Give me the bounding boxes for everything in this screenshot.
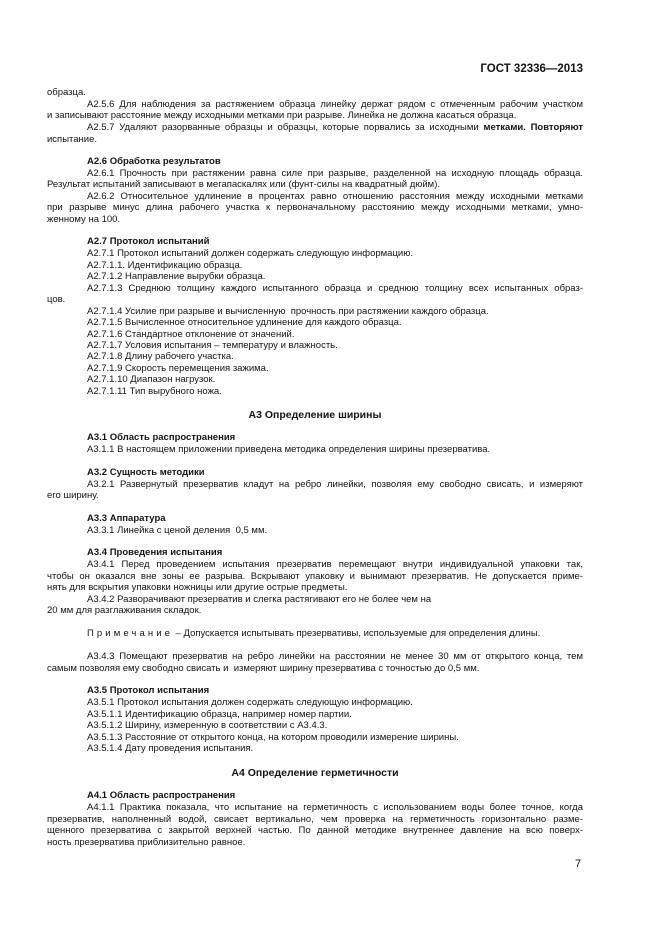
clause-a2-5-6-line: А2.5.6 Для наблюдения за растяжением образца линейку держат рядом с отмеченным рабочим участком xyxy=(87,99,583,110)
protocol-item: А3.5.1.3 Расстояние от открытого конца, на котором проводили измерение ширины. xyxy=(87,732,459,743)
clause-a2-6-2-line: А2.6.2 Относительное удлинение в процентах равно отношению расстояния между исходными метками xyxy=(87,191,583,202)
clause-a3-4-3-line: самым позволяя ему свободно свисать и измеряют ширину презерватива с точностью до 0,5 мм. xyxy=(47,663,480,674)
protocol-item: А2.7.1.6 Стандартное отклонение от значений. xyxy=(87,329,295,340)
clause-a2-6-2-line: женному на 100. xyxy=(47,214,121,225)
clause-a4-1-1-line: презерватив, наполненный водой, свисает вертикально, чем проверка на герметичность горизонтально разме- xyxy=(47,814,583,825)
note-text: – Допускается испытывать презервативы, используемые для определения длины. xyxy=(173,628,541,639)
protocol-item: А3.5.1 Протокол испытания должен содержать следующую информацию. xyxy=(87,697,413,708)
clause-a2-5-7-line: испытание. xyxy=(47,134,98,145)
protocol-item: А2.7.1.9 Скорость перемещения зажима. xyxy=(87,363,269,374)
clause-a2-5-7-line xyxy=(87,122,583,133)
section-heading-a2-6: А2.6 Обработка результатов xyxy=(87,156,221,167)
clause-a3-4-3-line: А3.4.3 Помещают презерватив на ребро линейки на расстоянии не менее 30 мм от открытого конца, тем xyxy=(87,651,583,662)
protocol-item: А2.7.1.10 Диапазон нагрузок. xyxy=(87,374,216,385)
carry-over-line: образца. xyxy=(47,87,86,98)
clause-a4-1-1-line: щенного презерватива с закрытой верхней частью. По данной методике внутреннее давление на всю поверх- xyxy=(47,825,583,836)
protocol-item: А3.5.1.1 Идентификацию образца, например номер партии. xyxy=(87,709,352,720)
protocol-item: А2.7.1.7 Условия испытания – температуру и влажность. xyxy=(87,340,338,351)
clause-a3-4-2-line: А3.4.2 Разворачивают презерватив и слегка растягивают его не более чем на xyxy=(87,594,432,605)
clause-a3-4-1-line: чтобы он оказался вне зоны ее разрыва. Вскрывают упаковку и вынимают презерватив. Не допускается приме- xyxy=(47,571,583,582)
clause-a4-1-1-line: ность презерватива приблизительно равное. xyxy=(47,837,246,848)
protocol-item: А2.7.1.11 Тип вырубного ножа. xyxy=(87,386,222,397)
clause-a2-5-7-text: А2.5.7 Удаляют разорванные образцы и образцы, которые порвались за исходными xyxy=(87,122,484,133)
clause-a2-5-7-bold-text: метками. Повторяют xyxy=(483,122,584,133)
section-heading-a3-2: А3.2 Сущность методики xyxy=(87,467,205,478)
clause-a3-2-1-line: А3.2.1 Развернутый презерватив кладут на ребро линейки, позволяя ему свободно свисать, и измеряют xyxy=(87,479,583,490)
section-heading-a3-1: А3.1 Область распространения xyxy=(87,432,236,443)
clause-a2-6-1-line: А2.6.1 Прочность при растяжении равна силе при разрыве, разделенной на исходную площадь образца. xyxy=(87,168,583,179)
section-heading-a3-5: А3.5 Протокол испытания xyxy=(87,685,210,696)
protocol-item-continuation: цов. xyxy=(47,294,66,305)
note xyxy=(87,628,540,639)
protocol-item: А3.5.1.4 Дату проведения испытания. xyxy=(87,743,254,754)
note-label: Примечание xyxy=(87,628,173,639)
section-heading-a2-7: А2.7 Протокол испытаний xyxy=(87,236,210,247)
page-number: 7 xyxy=(575,858,582,870)
chapter-title-a3: А3 Определение ширины xyxy=(248,409,382,421)
protocol-item: А2.7.1.2 Направление вырубки образца. xyxy=(87,271,266,282)
clause-a3-4-1-line: А3.4.1 Перед проведением испытания презерватив перемещают внутри индивидуальной упаковки так, xyxy=(87,559,583,570)
clause-a3-3-1-line: А3.3.1 Линейка с ценой деления 0,5 мм. xyxy=(87,525,268,536)
clause-a3-1-1-line: А3.1.1 В настоящем приложении приведена методика определения ширины презерватива. xyxy=(87,444,491,455)
section-heading-a4-1: А4.1 Область распространения xyxy=(87,790,236,801)
protocol-item: А2.7.1.4 Усилие при разрыве и вычисленную прочность при растяжении каждого образца. xyxy=(87,306,489,317)
clause-a2-6-2-line: при разрыве минус длина рабочего участка к первоначальному расстоянию между исходными метками, умно- xyxy=(47,202,583,213)
clause-a3-4-1-line: нять для вскрытия упаковки ножницы или другие острые предметы. xyxy=(47,582,348,593)
protocol-item: А2.7.1.5 Вычисленное относительное удлинение для каждого образца. xyxy=(87,317,402,328)
clause-a2-6-1-line: Результат испытаний записывают в мегапаскалях или (фунт-силы на квадратный дюйм). xyxy=(47,179,441,190)
clause-a3-2-1-line: его ширину. xyxy=(47,490,99,501)
section-heading-a3-3: А3.3 Аппаратура xyxy=(87,513,166,524)
document-standard-number: ГОСТ 32336—2013 xyxy=(480,63,583,75)
chapter-title-a4: А4 Определение герметичности xyxy=(231,767,399,779)
protocol-item: А2.7.1.3 Среднюю толщину каждого испытанного образца и среднюю толщину всех испытанных образ- xyxy=(87,283,583,294)
clause-a4-1-1-line: А4.1.1 Практика показала, что испытание на герметичность с использованием воды более точное, когда xyxy=(87,802,583,813)
clause-a3-4-2-line: 20 мм для разглаживания складок. xyxy=(47,605,202,616)
protocol-item: А2.7.1.8 Длину рабочего участка. xyxy=(87,351,234,362)
clause-a2-5-6-line: и записывают расстояние между исходными метками при разрыве. Линейка не должна касаться образца. xyxy=(47,110,517,121)
section-heading-a3-4: А3.4 Проведения испытания xyxy=(87,547,223,558)
protocol-item: А2.7.1.1. Идентификацию образца. xyxy=(87,260,243,271)
protocol-item: А2.7.1 Протокол испытаний должен содержать следующую информацию. xyxy=(87,248,413,259)
protocol-item: А3.5.1.2 Ширину, измеренную в соответствии с А3.4.3. xyxy=(87,720,328,731)
